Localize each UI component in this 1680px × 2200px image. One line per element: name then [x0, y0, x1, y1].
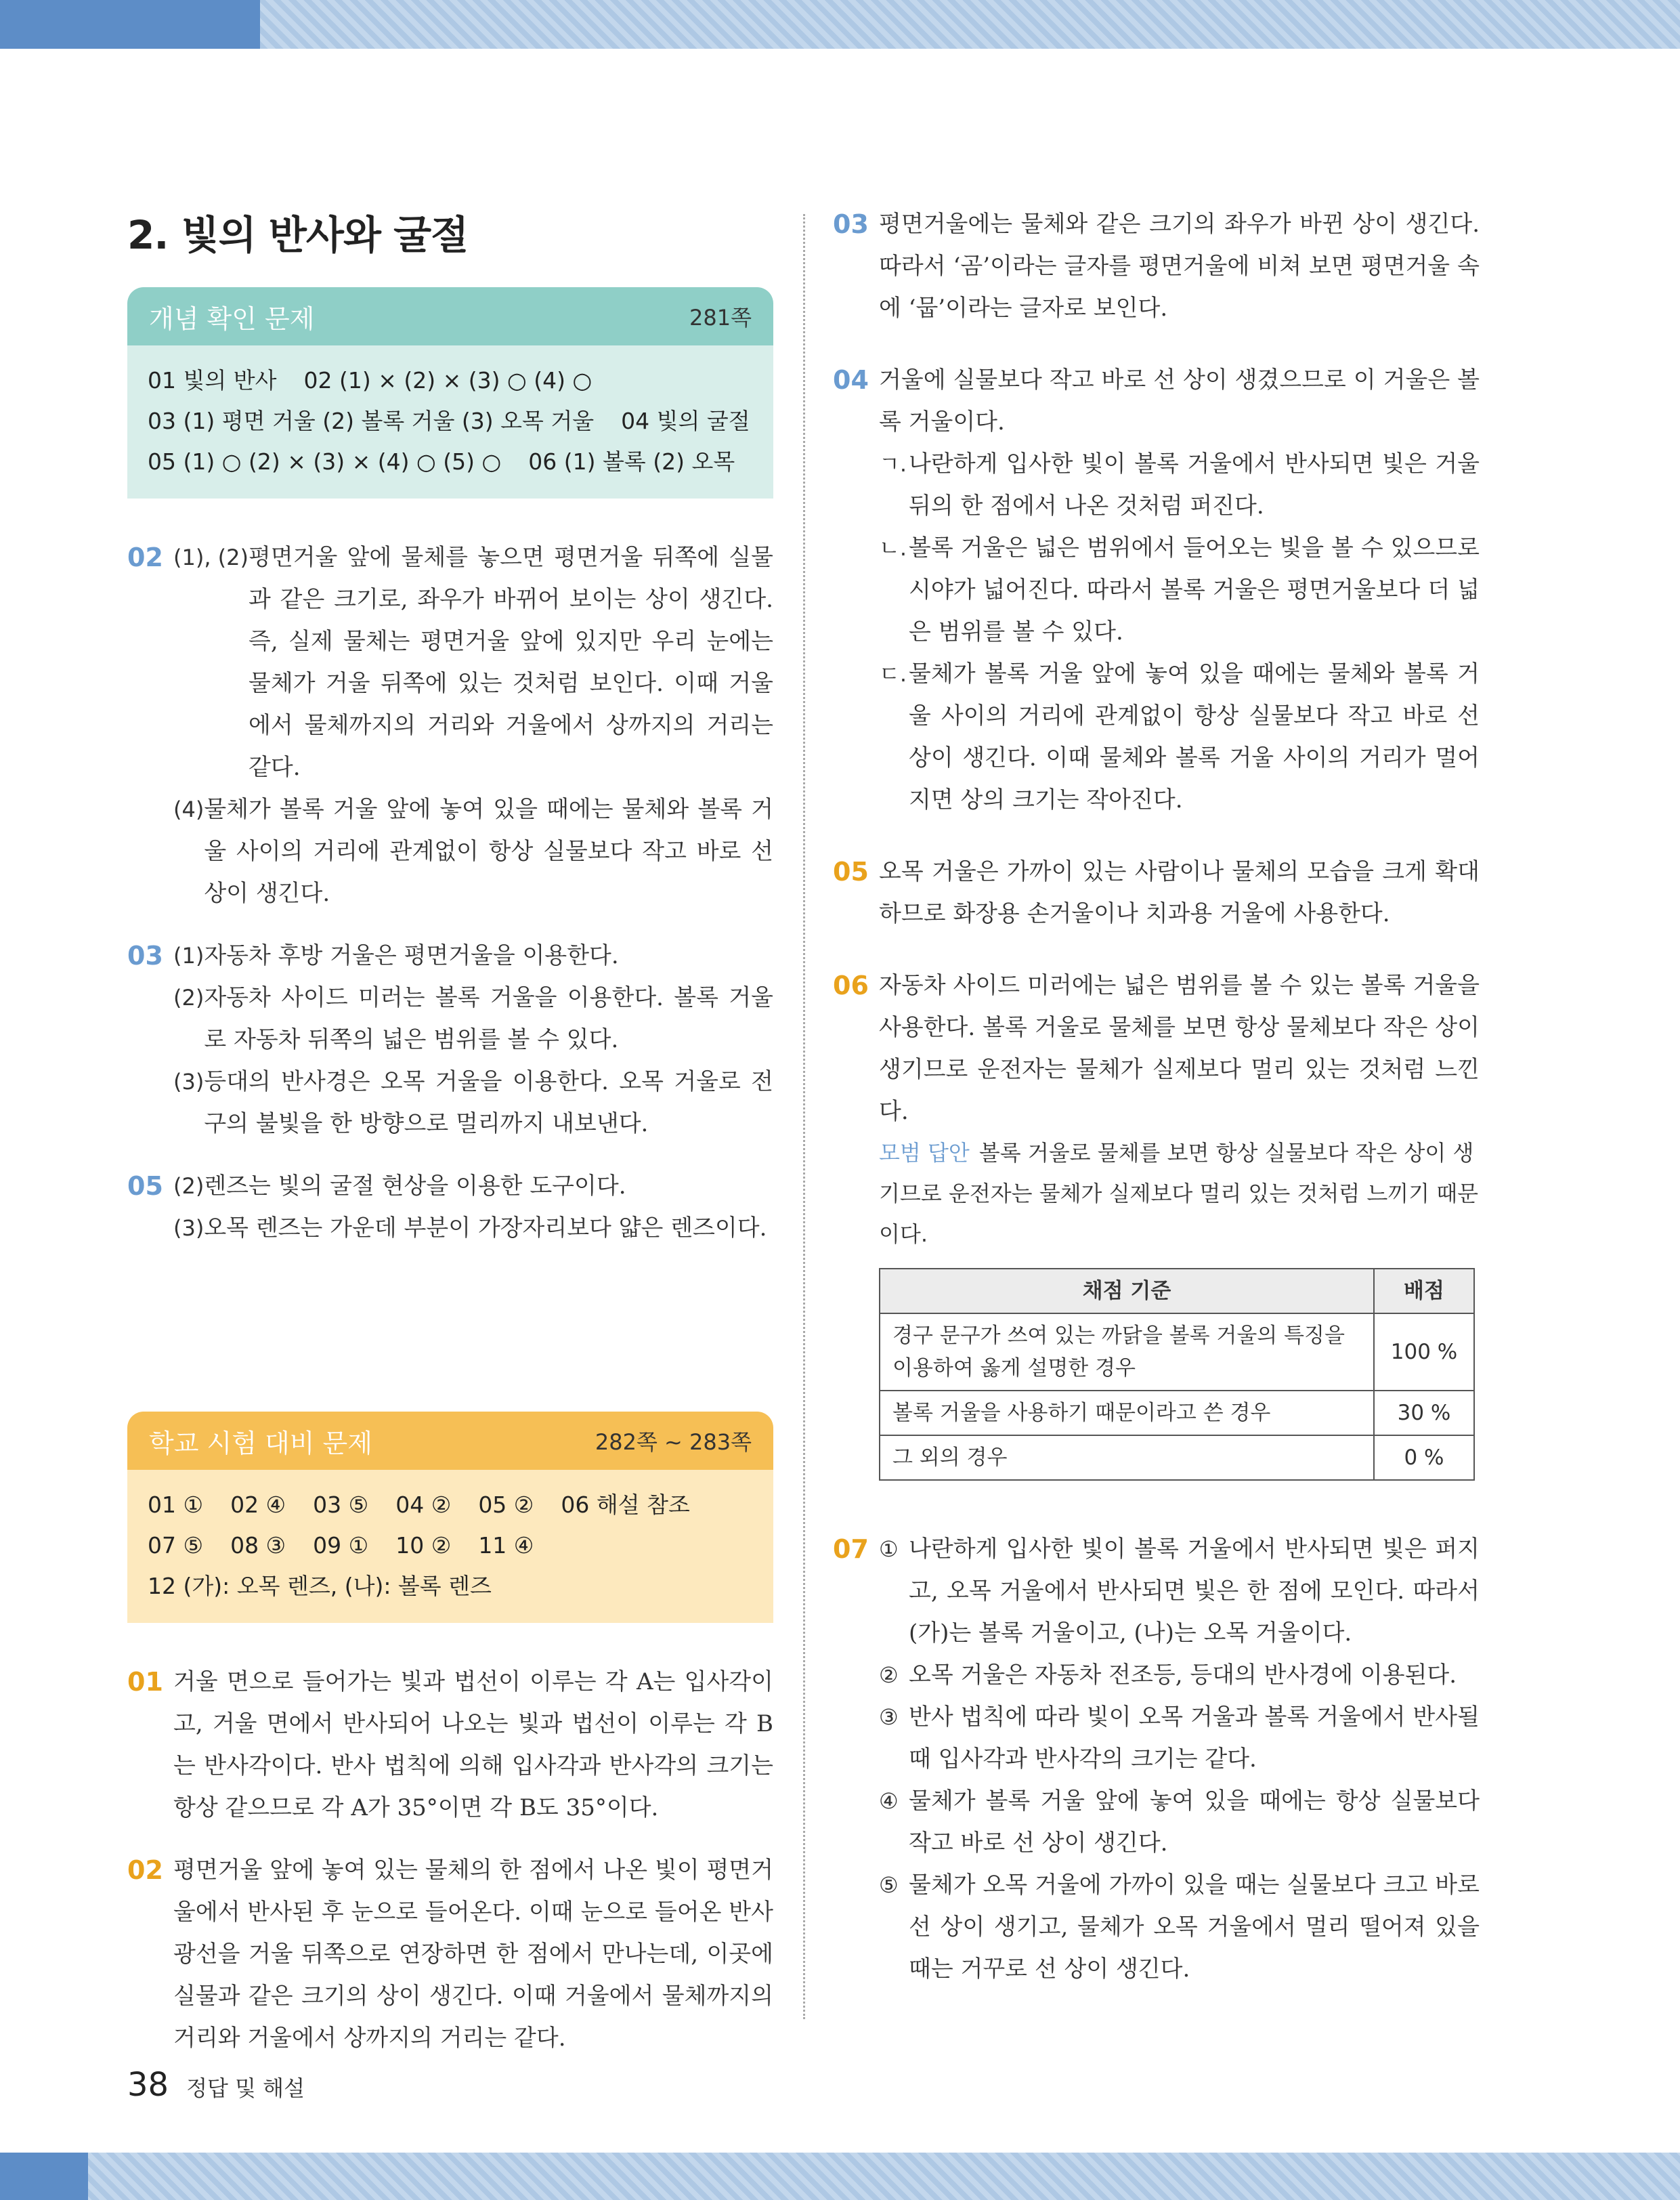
answer-item: 07 ⑤: [148, 1532, 204, 1559]
sub-label: ④: [879, 1788, 899, 1814]
answer-item: 03 ⑤: [313, 1492, 369, 1518]
item-text: 거울 면으로 들어가는 빛과 법선이 이루는 각 A는 입사각이고, 거울 면에서 반사되어 나오는 빛과 법선이 이루는 각 B는 반사각이다. 반사 법칙에 의해 입사각과 반사각의 크기는 항상 같으므로 각 A가 35°이면 각 B도 35°이다.: [173, 1668, 773, 1821]
answer-item: 05 ②: [478, 1492, 534, 1518]
sub-label: (4): [173, 797, 204, 822]
sub-label: ③: [879, 1704, 899, 1730]
item-number: 05: [127, 1171, 163, 1201]
bottom-band-accent: [0, 2153, 88, 2200]
explanation-item: [127, 1849, 773, 2059]
explanation-item: [833, 851, 1480, 935]
item-text: 오목 거울은 가까이 있는 사람이나 물체의 모습을 크게 확대하므로 화장용 손거울이나 치과용 거울에 사용한다.: [879, 858, 1480, 927]
explanation-item: [833, 203, 1480, 329]
sub-text: 물체가 볼록 거울 앞에 놓여 있을 때에는 항상 실물보다 작고 바로 선 상이 생긴다.: [909, 1788, 1480, 1857]
answer-item: 02 (1) × (2) × (3) ○ (4) ○: [303, 367, 593, 394]
answer-item: 05 (1) ○ (2) × (3) × (4) ○ (5) ○: [148, 448, 502, 475]
sub-text: 평면거울 앞에 물체를 놓으면 평면거울 뒤쪽에 실물과 같은 크기로, 좌우가 바뀌어 보이는 상이 생긴다. 즉, 실제 물체는 평면거울 앞에 있지만 우리 눈에는 물체가 거울 뒤쪽에 있는 것처럼 보인다. 이때 거울에서 물체까지의 거리와 거울에서 상까지의 거리는 같다.: [249, 544, 773, 781]
item-number: 02: [127, 1855, 163, 1885]
sub-text: 볼록 거울은 넓은 범위에서 들어오는 빛을 볼 수 있으므로 시야가 넓어진다. 따라서 볼록 거울은 평면거울보다 더 넓은 범위를 볼 수 있다.: [909, 534, 1480, 646]
explanation-item: [127, 935, 773, 1145]
answer-item: 06 (1) 볼록 (2) 오목: [528, 448, 735, 475]
sub-label: ㄷ.: [879, 661, 907, 687]
sub-label: ㄱ.: [879, 451, 907, 477]
answer-item: 10 ②: [395, 1532, 452, 1559]
sub-text: 자동차 사이드 미러는 볼록 거울을 이용한다. 볼록 거울로 자동차 뒤쪽의 넓은 범위를 볼 수 있다.: [204, 984, 773, 1053]
item-number: 03: [127, 941, 163, 971]
answer-item: 08 ③: [230, 1532, 286, 1559]
sub-text: 오목 렌즈는 가운데 부분이 가장자리보다 얇은 렌즈이다.: [204, 1214, 767, 1242]
item-number: 01: [127, 1667, 163, 1697]
item-number: 05: [833, 857, 869, 887]
sub-text: 나란하게 입사한 빛이 볼록 거울에서 반사되면 빛은 퍼지고, 오목 거울에서 반사되면 빛은 한 점에 모인다. 따라서 (가)는 볼록 거울이고, (나)는 오목 거울이다.: [909, 1536, 1480, 1647]
table-cell-criteria: 그 외의 경우: [880, 1435, 1374, 1480]
item-number: 06: [833, 971, 869, 1000]
answer-item: 12 (가): 오목 렌즈, (나): 볼록 렌즈: [148, 1573, 492, 1599]
sub-text: 나란하게 입사한 빛이 볼록 거울에서 반사되면 빛은 거울 뒤의 한 점에서 나온 것처럼 퍼진다.: [909, 450, 1480, 520]
page-footer: [127, 2066, 305, 2104]
answer-item: 09 ①: [313, 1532, 369, 1559]
table-row: [880, 1435, 1474, 1480]
right-column: [833, 203, 1480, 2010]
explanation-item: [127, 536, 773, 914]
sub-text: 반사 법칙에 따라 빛이 오목 거울과 볼록 거울에서 반사될 때 입사각과 반사각의 크기는 같다.: [909, 1704, 1480, 1773]
table-cell-criteria: 볼록 거울을 사용하기 때문이라고 쓴 경우: [880, 1391, 1374, 1435]
sub-text: 등대의 반사경은 오목 거울을 이용한다. 오목 거울로 전구의 불빛을 한 방향으로 멀리까지 내보낸다.: [204, 1068, 773, 1137]
table-header-criteria: 채점 기준: [880, 1269, 1374, 1313]
table-row: [880, 1391, 1474, 1435]
sub-label: (1), (2): [173, 545, 249, 570]
column-divider: [803, 214, 805, 2019]
answer-item: 01 빛의 반사: [148, 367, 277, 394]
exam-prep-box: [127, 1412, 773, 1623]
explanation-item: [127, 1165, 773, 1249]
exam-prep-answers: [127, 1470, 773, 1623]
concept-check-page: 281쪽: [689, 305, 752, 331]
sub-text: 자동차 후방 거울은 평면거울을 이용한다.: [204, 942, 619, 969]
table-header-row: [880, 1269, 1474, 1313]
top-decorative-band: [0, 0, 1680, 49]
sub-text: 렌즈는 빛의 굴절 현상을 이용한 도구이다.: [204, 1172, 626, 1200]
exam-prep-page: 282쪽 ~ 283쪽: [595, 1429, 752, 1455]
item-text: 자동차 사이드 미러에는 넓은 범위를 볼 수 있는 볼록 거울을 사용한다. 볼록 거울로 물체를 보면 항상 물체보다 작은 상이 생기므로 운전자는 물체가 실제보다 멀리 있는 것처럼 느낀다.: [879, 972, 1480, 1125]
exam-prep-header: [127, 1412, 773, 1470]
table-cell-criteria: 경구 문구가 쓰여 있는 까닭을 볼록 거울의 특징을 이용하여 옳게 설명한 경우: [880, 1313, 1374, 1391]
answer-item: 06 해설 참조: [561, 1492, 690, 1518]
table-cell-score: 30 %: [1374, 1391, 1474, 1435]
answer-item: 11 ④: [478, 1532, 534, 1559]
sub-text: 물체가 볼록 거울 앞에 놓여 있을 때에는 물체와 볼록 거울 사이의 거리에 관계없이 항상 실물보다 작고 바로 선 상이 생긴다. 이때 물체와 볼록 거울 사이의 거리가 멀어지면 상의 크기는 작아진다.: [909, 660, 1480, 813]
model-answer: [879, 1133, 1480, 1254]
answer-item: 02 ④: [230, 1492, 286, 1518]
top-band-accent: [0, 0, 260, 49]
item-number: 04: [833, 365, 869, 395]
sub-label: (1): [173, 943, 204, 969]
grading-table: [879, 1268, 1475, 1481]
sub-label: (2): [173, 985, 204, 1011]
left-column: [127, 203, 773, 2079]
concept-check-answers: [127, 345, 773, 499]
item-number: 03: [833, 209, 869, 239]
answer-item: 04 빛의 굴절: [621, 408, 750, 434]
table-cell-score: 0 %: [1374, 1435, 1474, 1480]
concept-check-title: 개념 확인 문제: [149, 303, 315, 334]
sub-label: ②: [879, 1662, 899, 1688]
exam-prep-title: 학교 시험 대비 문제: [149, 1428, 372, 1458]
explanation-item: [127, 1661, 773, 1829]
item-text: 거울에 실물보다 작고 바로 선 상이 생겼으므로 이 거울은 볼록 거울이다.: [879, 366, 1480, 436]
explanation-item: [833, 359, 1480, 821]
model-answer-text: 볼록 거울로 물체를 보면 항상 실물보다 작은 상이 생기므로 운전자는 물체가 실제보다 멀리 있는 것처럼 느끼기 때문이다.: [879, 1140, 1479, 1247]
explanation-item: [833, 965, 1480, 1501]
model-answer-tag: 모범 답안: [879, 1140, 970, 1166]
sub-label: ㄴ.: [879, 535, 907, 561]
sub-label: (3): [173, 1069, 204, 1095]
item-text: 평면거울에는 물체와 같은 크기의 좌우가 바뀐 상이 생긴다. 따라서 ‘곰’이라는 글자를 평면거울에 비쳐 보면 평면거울 속에 ‘뭅’이라는 글자로 보인다.: [879, 211, 1480, 322]
page-number: 38: [127, 2066, 169, 2104]
sub-label: ①: [879, 1536, 899, 1562]
concept-check-box: [127, 287, 773, 499]
sub-text: 물체가 오목 거울에 가까이 있을 때는 실물보다 크고 바로 선 상이 생기고, 물체가 오목 거울에서 멀리 떨어져 있을 때는 거꾸로 선 상이 생긴다.: [909, 1871, 1480, 1983]
table-header-score: 배점: [1374, 1269, 1474, 1313]
answer-item: 03 (1) 평면 거울 (2) 볼록 거울 (3) 오목 거울: [148, 408, 595, 434]
answer-item: 04 ②: [395, 1492, 452, 1518]
table-cell-score: 100 %: [1374, 1313, 1474, 1391]
concept-check-header: [127, 287, 773, 345]
section-title: 2. 빛의 반사와 굴절: [127, 212, 469, 258]
sub-text: 오목 거울은 자동차 전조등, 등대의 반사경에 이용된다.: [909, 1662, 1457, 1689]
item-number: 07: [833, 1534, 869, 1564]
item-number: 02: [127, 543, 163, 572]
sub-label: ⑤: [879, 1872, 899, 1898]
footer-label: 정답 및 해설: [186, 2075, 305, 2101]
sub-label: (2): [173, 1173, 204, 1199]
sub-text: 물체가 볼록 거울 앞에 놓여 있을 때에는 물체와 볼록 거울 사이의 거리에 관계없이 항상 실물보다 작고 바로 선 상이 생긴다.: [204, 796, 773, 907]
explanation-item: [833, 1528, 1480, 1990]
table-row: [880, 1313, 1474, 1391]
bottom-decorative-band: [0, 2153, 1680, 2200]
item-text: 평면거울 앞에 놓여 있는 물체의 한 점에서 나온 빛이 평면거울에서 반사된 후 눈으로 들어온다. 이때 눈으로 들어온 반사 광선을 거울 뒤쪽으로 연장하면 한 점에서 만나는데, 이곳에 실물과 같은 크기의 상이 생긴다. 이때 거울에서 물체까지의 거리와 거울에서 상까지의 거리는 같다.: [173, 1857, 773, 2052]
sub-label: (3): [173, 1215, 204, 1241]
answer-item: 01 ①: [148, 1492, 204, 1518]
